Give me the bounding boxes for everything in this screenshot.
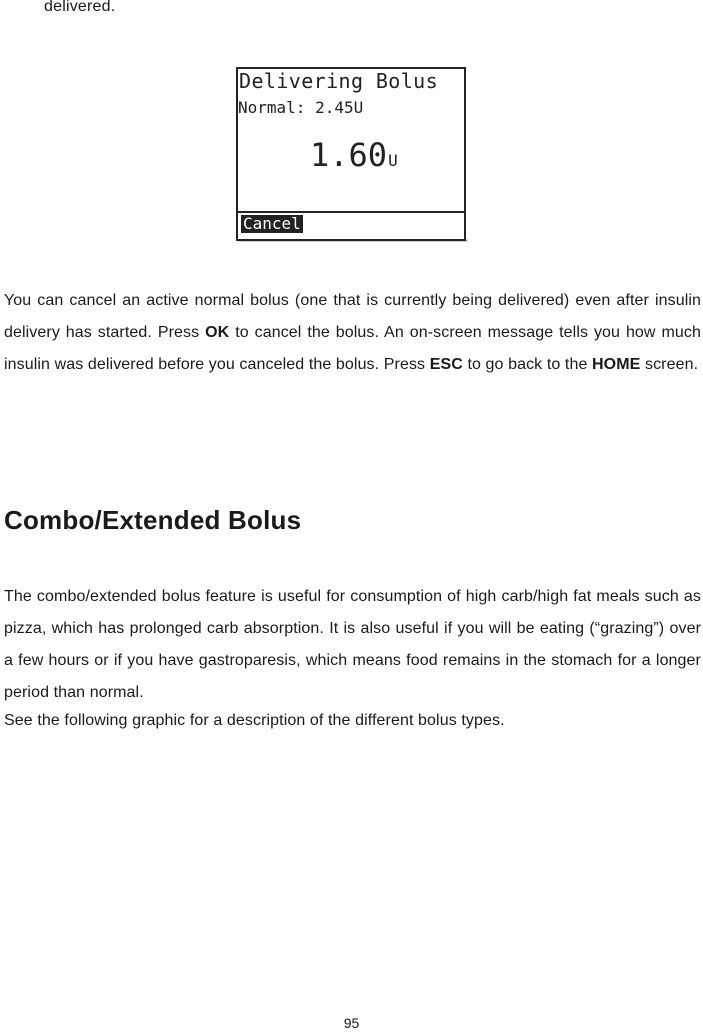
ok-key-label: OK [205,324,230,341]
screen-bolus-type: Normal: 2.45U [238,98,364,117]
home-screen-label: HOME [592,356,641,373]
screen-delivered-amount [310,137,398,179]
page-number: 95 [343,1015,360,1031]
para-text: screen. [640,356,699,373]
para-text: You can cancel an active normal bolus (one that is currently being delivered) even after insulin delivery has started. Press [4,292,701,341]
cancel-bolus-paragraph [4,285,701,381]
continued-text-fragment: delivered. [44,0,116,15]
para-text: to cancel the bolus. An on-screen message tells you how much insulin was delivered before you canceled the bolus. Press [4,324,701,373]
combo-bolus-paragraph: The combo/extended bolus feature is useful for consumption of high carb/high fat meals such as pizza, which has prolonged carb absorption. It is also useful if you will be eating (“grazing”) over a few hours or if you have gastroparesis, which means food remains in the stomach for a longer period than normal. [4,588,701,701]
section-heading: Combo/Extended Bolus [4,505,302,535]
esc-key-label: ESC [429,356,463,373]
amount-value: 1.60 [310,136,388,174]
screen-cancel-softkey: Cancel [243,214,301,233]
para-text: to go back to the [462,356,593,373]
pump-screen-illustration [236,67,466,241]
screen-title: Delivering Bolus [239,69,439,93]
graphic-reference-paragraph: See the following graphic for a description of the different bolus types. [4,712,505,729]
amount-unit: U [388,151,398,170]
screen-divider [238,211,464,213]
